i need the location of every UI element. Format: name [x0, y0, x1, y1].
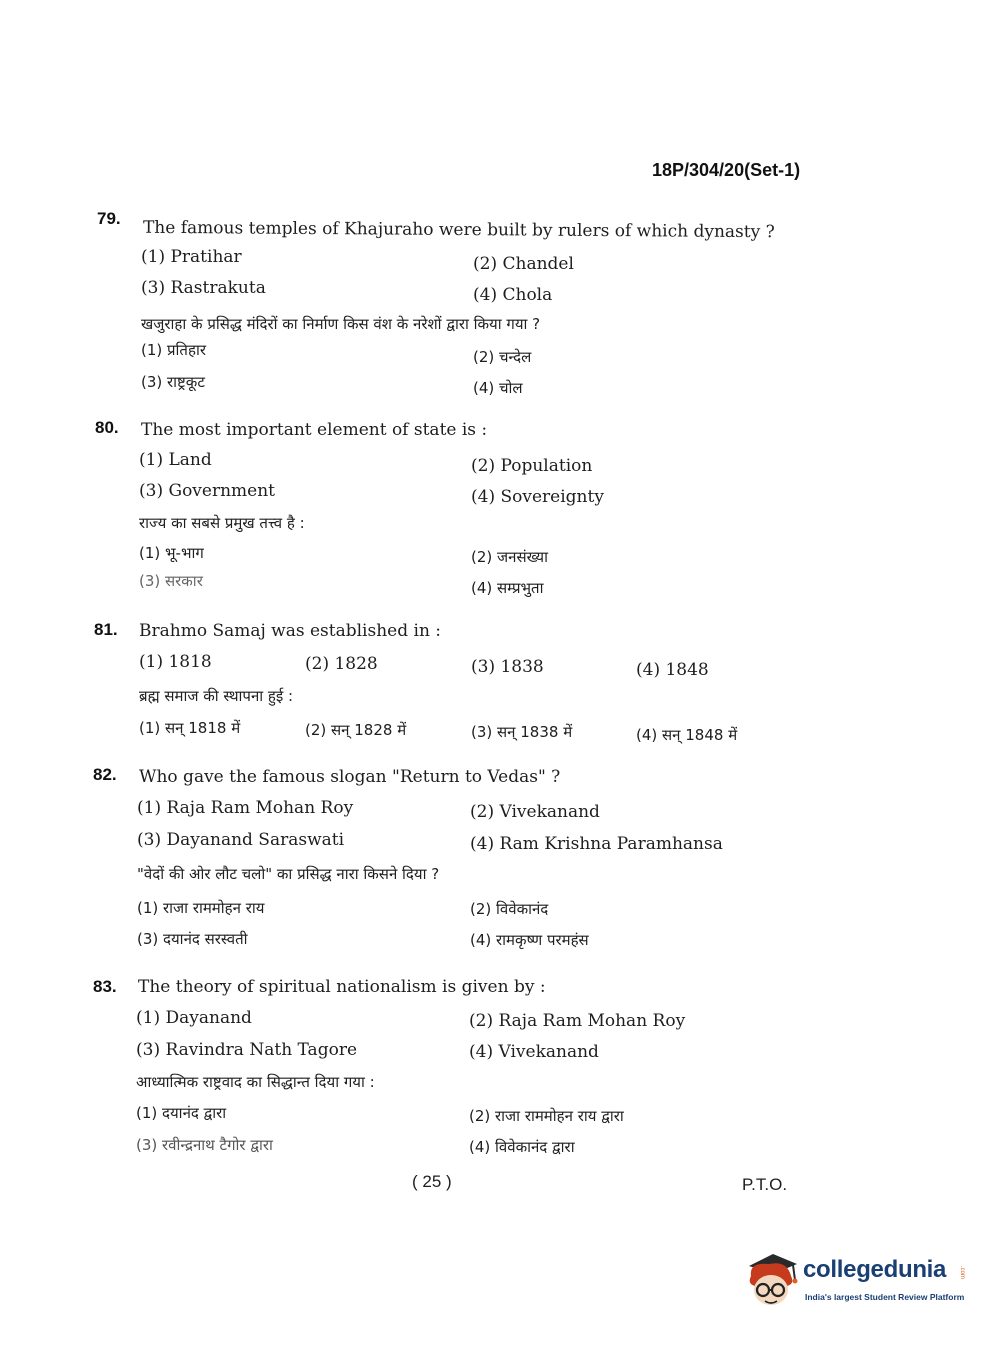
option-en-1: (1) Raja Ram Mohan Roy — [137, 798, 354, 818]
option-hi-3: (3) दयानंद सरस्वती — [137, 930, 248, 948]
option-hi-2: (2) राजा राममोहन राय द्वारा — [469, 1107, 624, 1125]
option-en-2: (2) 1828 — [305, 654, 378, 674]
pto-label: P.T.O. — [742, 1175, 788, 1194]
option-en-4: (4) Sovereignty — [471, 487, 604, 507]
option-en-2: (2) Vivekanand — [470, 802, 600, 822]
brand-tagline: India's largest Student Review Platform — [805, 1292, 965, 1302]
question-text-en: The famous temples of Khajuraho were built by rulers of which dynasty ? — [142, 217, 775, 243]
option-en-1: (1) Pratihar — [141, 247, 242, 267]
option-hi-3: (3) सरकार — [139, 572, 203, 590]
option-hi-4: (4) सन् 1848 में — [636, 726, 738, 744]
option-en-1: (1) Dayanand — [136, 1008, 252, 1028]
option-hi-4: (4) सम्प्रभुता — [471, 579, 544, 597]
question-text-hi: "वेदों की ओर लौट चलो" का प्रसिद्ध नारा किसने दिया ? — [137, 865, 440, 883]
question-text-en: Brahmo Samaj was established in : — [139, 621, 442, 641]
question-text-en: The theory of spiritual nationalism is given by : — [138, 977, 546, 997]
question-text-en: Who gave the famous slogan "Return to Vedas" ? — [139, 767, 561, 787]
question-text-hi: राज्य का सबसे प्रमुख तत्त्व है : — [139, 514, 305, 532]
option-en-1: (1) Land — [139, 450, 212, 470]
option-hi-1: (1) दयानंद द्वारा — [136, 1104, 227, 1122]
option-hi-1: (1) सन् 1818 में — [139, 719, 241, 737]
option-hi-3: (3) सन् 1838 में — [471, 723, 573, 741]
question-number: 83. — [93, 977, 117, 996]
option-hi-4: (4) रामकृष्ण परमहंस — [470, 931, 589, 949]
option-hi-1: (1) राजा राममोहन राय — [137, 899, 265, 917]
page-number: ( 25 ) — [412, 1172, 452, 1191]
option-en-3: (3) Rastrakuta — [141, 278, 266, 298]
brand-dotcom: .com — [959, 1266, 965, 1280]
mascot-icon — [743, 1250, 799, 1310]
option-en-4: (4) Vivekanand — [469, 1042, 599, 1062]
option-hi-3: (3) राष्ट्रकूट — [141, 373, 205, 391]
option-hi-1: (1) भू-भाग — [139, 544, 204, 562]
option-en-1: (1) 1818 — [139, 652, 212, 672]
question-number: 80. — [95, 418, 119, 437]
option-en-3: (3) Dayanand Saraswati — [137, 830, 345, 850]
option-en-3: (3) 1838 — [471, 657, 544, 677]
collegedunia-watermark — [743, 1250, 971, 1310]
option-en-4: (4) Chola — [473, 285, 553, 305]
option-hi-4: (4) विवेकानंद द्वारा — [469, 1138, 575, 1156]
option-hi-4: (4) चोल — [473, 379, 523, 397]
paper-code: 18P/304/20(Set-1) — [652, 160, 801, 180]
question-number: 82. — [93, 765, 117, 784]
option-en-4: (4) 1848 — [636, 660, 709, 680]
question-text-hi: आध्यात्मिक राष्ट्रवाद का सिद्धान्त दिया गया : — [136, 1073, 375, 1091]
option-hi-2: (2) विवेकानंद — [470, 900, 549, 918]
option-en-3: (3) Government — [139, 481, 275, 501]
option-en-2: (2) Chandel — [473, 254, 574, 274]
option-hi-2: (2) चन्देल — [473, 348, 532, 366]
option-en-4: (4) Ram Krishna Paramhansa — [470, 834, 723, 854]
option-hi-2: (2) जनसंख्या — [471, 548, 548, 566]
question-number: 81. — [94, 620, 118, 639]
question-text-en: The most important element of state is : — [141, 420, 488, 440]
option-hi-2: (2) सन् 1828 में — [305, 721, 407, 739]
question-number: 79. — [97, 209, 121, 228]
brand-name: collegedunia — [803, 1256, 947, 1283]
question-text-hi: खजुराहा के प्रसिद्ध मंदिरों का निर्माण किस वंश के नरेशों द्वारा किया गया ? — [141, 315, 541, 333]
question-text-hi: ब्रह्म समाज की स्थापना हुई : — [139, 687, 294, 705]
option-en-2: (2) Raja Ram Mohan Roy — [469, 1011, 686, 1031]
option-en-3: (3) Ravindra Nath Tagore — [136, 1040, 357, 1060]
option-hi-3: (3) रवीन्द्रनाथ टैगोर द्वारा — [136, 1136, 273, 1154]
option-hi-1: (1) प्रतिहार — [141, 341, 206, 359]
option-en-2: (2) Population — [471, 456, 593, 476]
